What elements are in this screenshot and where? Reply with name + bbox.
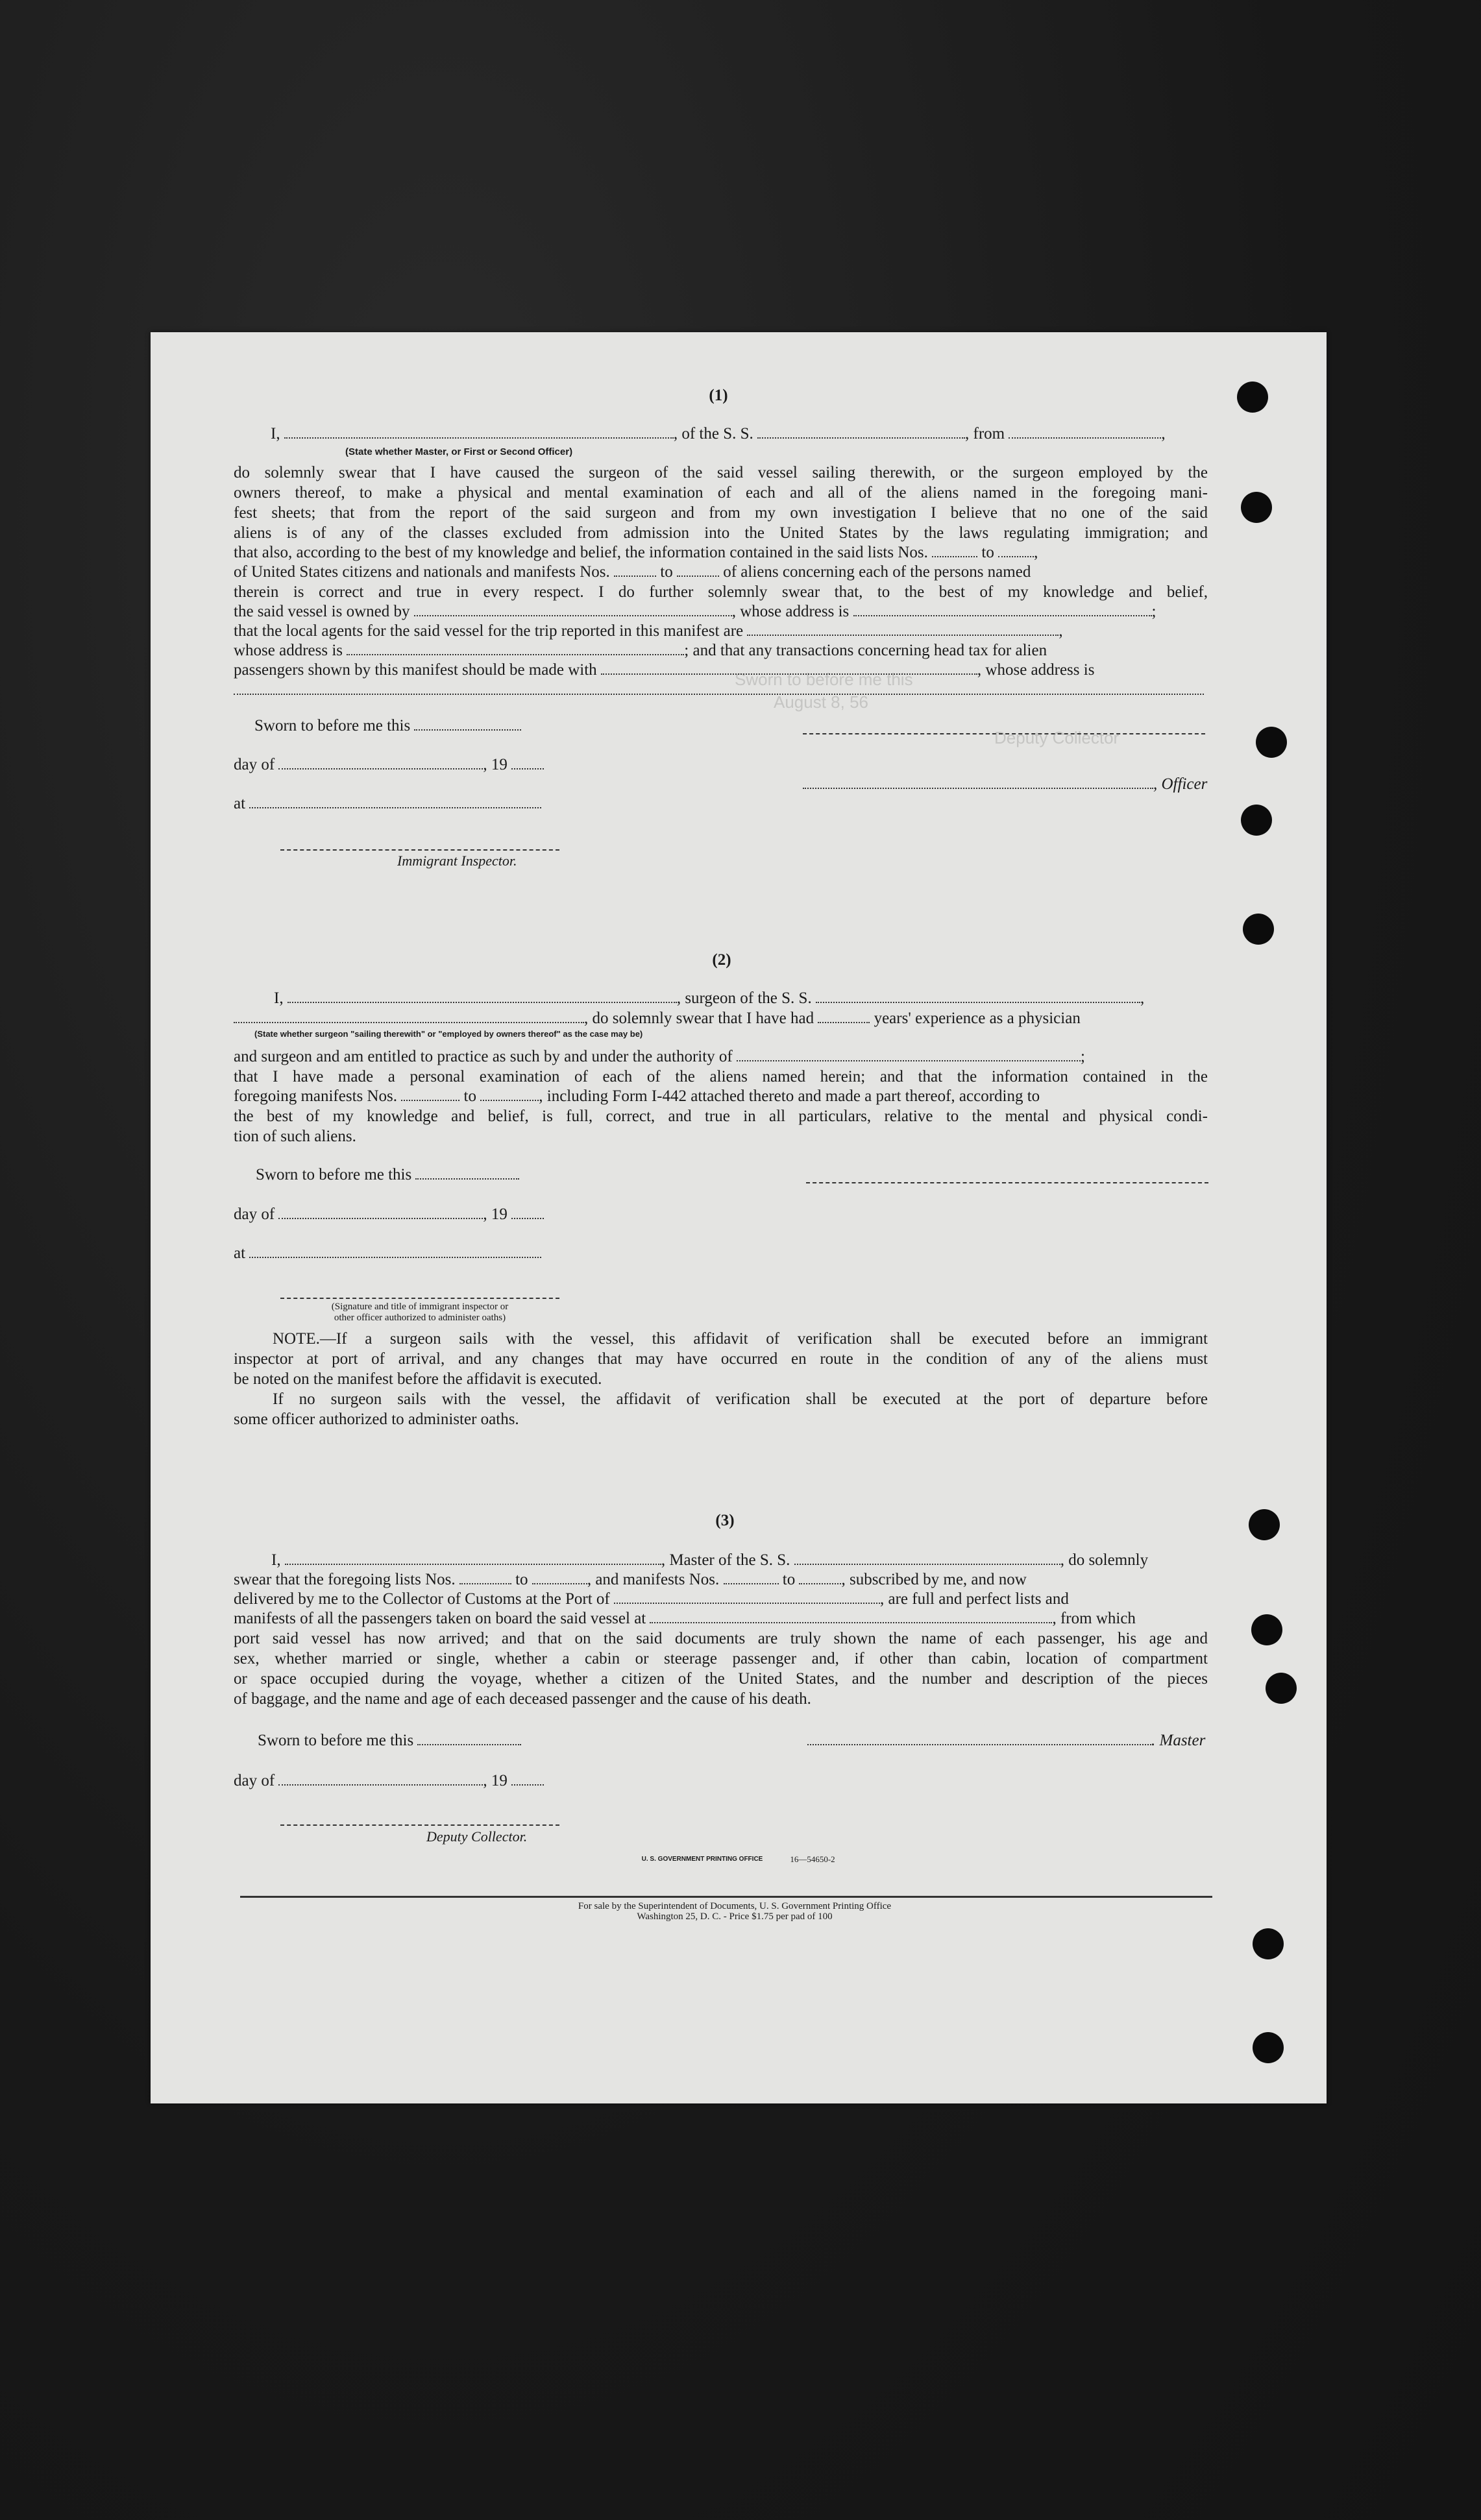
paragraph-line: that I have made a personal examination of each of the aliens named herein; and that the information contained in the	[234, 1068, 1208, 1085]
text: , including Form I-442 attached thereto and made a part thereof, according to	[539, 1087, 1040, 1105]
paragraph-line	[234, 1609, 1208, 1629]
paragraph-line	[234, 1087, 1208, 1106]
month-field[interactable]	[278, 1771, 483, 1786]
text: at	[234, 1244, 246, 1262]
section-number: (3)	[715, 1512, 735, 1529]
collector-signature-line[interactable]	[280, 1824, 559, 1826]
text: of United States citizens and nationals and manifests Nos.	[234, 563, 610, 581]
text: that also, according to the best of my knowledge and belief, the information contained in the said lists Nos.	[234, 544, 928, 561]
section-number: (1)	[709, 387, 728, 404]
inspector-signature-line[interactable]	[280, 1298, 559, 1299]
paragraph-line: that also, according to the best of my knowledge and belief, the information contained in the said lists Nos. to ,	[234, 544, 1038, 561]
bleed-through-text: Sworn to before me this	[735, 670, 913, 689]
text: to	[515, 1571, 528, 1588]
text: to	[782, 1571, 796, 1588]
note-line: inspector at port of arrival, and any changes that may have occurred en route in the condition of any of the aliens must	[234, 1350, 1208, 1368]
manifest-number-field[interactable]	[799, 1570, 841, 1584]
text: whose address is	[234, 642, 343, 659]
master-signature-field[interactable]	[807, 1731, 1151, 1745]
text: the said vessel is owned by	[234, 603, 410, 620]
list-number-field[interactable]	[932, 543, 977, 557]
officer-signature-field[interactable]	[803, 775, 1153, 789]
contact-field[interactable]	[601, 660, 977, 675]
sworn-line	[254, 716, 521, 736]
years-field[interactable]	[818, 1009, 870, 1023]
bleed-through-text: August 8, 56	[774, 692, 868, 712]
paragraph-line: and surgeon and am entitled to practice as such by and under the authority of ;	[234, 1048, 1085, 1065]
date-field[interactable]	[415, 1165, 519, 1180]
text: , of the S. S.	[673, 425, 753, 442]
text: day of	[234, 1772, 275, 1789]
manifest-number-field[interactable]	[724, 1570, 779, 1584]
text: Sworn to before me this	[258, 1732, 414, 1749]
text: , 19	[483, 1205, 508, 1223]
address-field[interactable]	[853, 602, 1152, 616]
punch-hole	[1249, 1509, 1280, 1540]
text: , from	[965, 425, 1005, 442]
at-line	[234, 794, 541, 814]
text: I,	[274, 989, 284, 1007]
manifest-number-field[interactable]	[614, 563, 656, 577]
day-of-line	[234, 1771, 544, 1791]
note-line: some officer authorized to administer oaths.	[234, 1411, 519, 1428]
text: day of	[234, 1205, 275, 1223]
paragraph-line: do solemnly swear that I have caused the surgeon of the said vessel sailing therewith, or the surgeon employed by the	[234, 464, 1208, 481]
text: —If a surgeon sails with the vessel, this affidavit of verification shall be executed before an immigrant	[319, 1330, 1208, 1348]
place-field[interactable]	[249, 794, 541, 808]
paragraph-line: that the local agents for the said vessel for the trip reported in this manifest are ,	[234, 622, 1063, 640]
punch-hole	[1266, 1673, 1297, 1704]
text: , 19	[483, 756, 508, 773]
signature-line[interactable]	[803, 733, 1205, 734]
manifest-number-field[interactable]	[401, 1087, 459, 1101]
text: Sworn to before me this	[254, 717, 411, 734]
text: , 19	[483, 1772, 508, 1789]
text: and surgeon and am entitled to practice as such by and under the authority of	[234, 1048, 733, 1065]
list-number-field[interactable]	[998, 543, 1034, 557]
text: foregoing manifests Nos.	[234, 1087, 398, 1105]
punch-hole	[1253, 1928, 1284, 1959]
punch-hole	[1253, 2032, 1284, 2063]
year-field[interactable]	[511, 1771, 544, 1786]
text: , surgeon of the S. S.	[676, 989, 812, 1007]
paragraph-line: sex, whether married or single, whether a cabin or steerage passenger and, if other than cabin, location of compartment	[234, 1650, 1208, 1667]
date-field[interactable]	[414, 716, 521, 731]
text: , are full and perfect lists and	[880, 1590, 1069, 1608]
port-field[interactable]	[650, 1609, 1052, 1623]
gpo-imprint: U. S. GOVERNMENT PRINTING OFFICE	[641, 1856, 763, 1863]
inspector-caption: Immigrant Inspector.	[397, 853, 517, 869]
paragraph-line: port said vessel has now arrived; and that on the said documents are truly shown the name of each passenger, his age and	[234, 1630, 1208, 1647]
paragraph-line	[234, 563, 1208, 582]
text: at	[234, 795, 246, 812]
owner-field[interactable]	[414, 602, 732, 616]
text: delivered by me to the Collector of Customs at the Port of	[234, 1590, 610, 1608]
text: day of	[234, 756, 275, 773]
punch-hole	[1251, 1614, 1282, 1645]
text: , whose address is	[731, 603, 850, 620]
text: , Officer	[1153, 775, 1208, 793]
punch-hole	[1243, 914, 1274, 945]
officer-line	[803, 775, 1207, 794]
field-caption: (State whether surgeon "sailing therewith" or "employed by owners thereof" as the case may be)	[254, 1029, 643, 1039]
text: . Master	[1151, 1732, 1206, 1749]
section1-oath-line: I, , of the S. S. , from ,	[271, 425, 1166, 442]
paragraph-line: of baggage, and the name and age of each deceased passenger and the cause of his death.	[234, 1690, 811, 1708]
name-field[interactable]	[288, 989, 677, 1003]
punch-hole	[1237, 382, 1268, 413]
text: , from which	[1052, 1610, 1136, 1627]
inspector-signature-line[interactable]	[280, 849, 559, 851]
signature-caption: (Signature and title of immigrant inspector or	[331, 1302, 509, 1312]
port-field[interactable]	[1009, 424, 1161, 439]
address-field[interactable]	[347, 641, 684, 655]
vessel-field[interactable]	[757, 424, 965, 439]
month-field[interactable]	[278, 1205, 483, 1219]
month-field[interactable]	[278, 755, 483, 769]
paragraph-line: aliens is of any of the classes excluded from admission into the United States by the laws regulating immigration; and	[234, 524, 1208, 542]
paragraph-line: fest sheets; that from the report of the said surgeon and from my own investigation I believe that no one of the said	[234, 504, 1208, 522]
text: , Master of the S. S.	[661, 1551, 790, 1569]
paragraph-line: therein is correct and true in every respect. I do further solemnly swear that, to the best of my knowledge and belief,	[234, 583, 1208, 601]
bleed-through-text: Deputy Collector	[994, 728, 1120, 747]
field-caption: (State whether Master, or First or Second Officer)	[345, 446, 573, 457]
text: years' experience as a physician	[874, 1010, 1081, 1027]
paragraph-line: owners thereof, to make a physical and mental examination of each and all of the aliens named in the foregoing mani-	[234, 484, 1208, 502]
year-field[interactable]	[511, 755, 544, 769]
text: , whose address is	[977, 661, 1095, 679]
vessel-field[interactable]	[794, 1551, 1060, 1565]
year-field[interactable]	[511, 1205, 544, 1219]
address-continuation-line[interactable]	[234, 694, 1204, 695]
name-field[interactable]	[284, 424, 674, 439]
port-field[interactable]	[614, 1590, 880, 1604]
text: to	[660, 563, 673, 581]
paragraph-line: the best of my knowledge and belief, is full, correct, and true in all particulars, relative to the mental and physical condi-	[234, 1108, 1208, 1125]
text: , subscribed by me, and now	[841, 1571, 1027, 1588]
text: ; and that any transactions concerning head tax for alien	[684, 642, 1047, 659]
paragraph-line: the said vessel is owned by , whose address is ;	[234, 603, 1157, 620]
punch-hole	[1241, 492, 1272, 523]
form-page	[151, 332, 1327, 2103]
authority-field[interactable]	[737, 1047, 1081, 1061]
text: that the local agents for the said vessel for the trip reported in this manifest are	[234, 622, 744, 640]
sworn-line	[256, 1165, 519, 1185]
text: passengers shown by this manifest should be made with	[234, 661, 597, 679]
collector-caption: Deputy Collector.	[426, 1828, 528, 1845]
date-field[interactable]	[417, 1731, 521, 1745]
text: of aliens concerning each of the persons named	[723, 563, 1031, 581]
note-line: be noted on the manifest before the affidavit is executed.	[234, 1370, 602, 1388]
master-line	[807, 1731, 1205, 1751]
text: manifests of all the passengers taken on board the said vessel at	[234, 1610, 646, 1627]
section2-oath-line: I, , surgeon of the S. S. ,	[274, 989, 1145, 1007]
manifest-number-field[interactable]	[677, 563, 719, 577]
section-number: (2)	[712, 951, 731, 969]
text: swear that the foregoing lists Nos.	[234, 1571, 456, 1588]
text: , and manifests Nos.	[587, 1571, 720, 1588]
text: , do solemnly	[1060, 1551, 1149, 1569]
paragraph-line	[234, 1551, 1208, 1570]
footer-rule	[240, 1896, 1212, 1898]
punch-hole	[1241, 805, 1272, 836]
text: , do solemnly swear that I have had	[584, 1010, 814, 1027]
text: I,	[271, 425, 280, 442]
note-line: If no surgeon sails with the vessel, the affidavit of verification shall be executed at the port of departure before	[273, 1390, 1208, 1408]
signature-caption: other officer authorized to administer oaths)	[334, 1313, 506, 1323]
text: to	[463, 1087, 476, 1105]
section2-solemnly-line	[234, 1009, 1081, 1028]
paragraph-line: or space occupied during the voyage, whether a citizen of the United States, and the number and description of the pieces	[234, 1670, 1208, 1688]
list-number-field[interactable]	[459, 1570, 511, 1584]
list-number-field[interactable]	[532, 1570, 587, 1584]
place-field[interactable]	[249, 1244, 541, 1258]
sworn-line	[258, 1731, 521, 1751]
manifest-number-field[interactable]	[480, 1087, 539, 1101]
punch-hole	[1256, 727, 1287, 758]
day-of-line	[234, 755, 544, 775]
at-line	[234, 1244, 541, 1263]
sale-notice: Washington 25, D. C. - Price $1.75 per pad of 100	[637, 1911, 833, 1922]
surgeon-type-field[interactable]	[234, 1009, 584, 1023]
paragraph-line	[234, 660, 1208, 680]
text: I,	[271, 1551, 281, 1569]
sale-notice: For sale by the Superintendent of Documents, U. S. Government Printing Office	[578, 1901, 892, 1911]
text: to	[981, 544, 994, 561]
note-line	[234, 1329, 1208, 1349]
form-code: 16—54650-2	[790, 1854, 835, 1864]
note-label: NOTE.	[273, 1330, 320, 1348]
name-field[interactable]	[285, 1551, 661, 1565]
paragraph-line	[234, 1570, 1208, 1590]
text: Sworn to before me this	[256, 1166, 412, 1183]
day-of-line	[234, 1205, 544, 1224]
paragraph-line: tion of such aliens.	[234, 1128, 356, 1145]
paragraph-line	[234, 1590, 1208, 1609]
vessel-field[interactable]	[816, 989, 1140, 1003]
paragraph-line	[234, 641, 1208, 660]
signature-line[interactable]	[806, 1182, 1208, 1183]
agents-field[interactable]	[747, 622, 1059, 636]
